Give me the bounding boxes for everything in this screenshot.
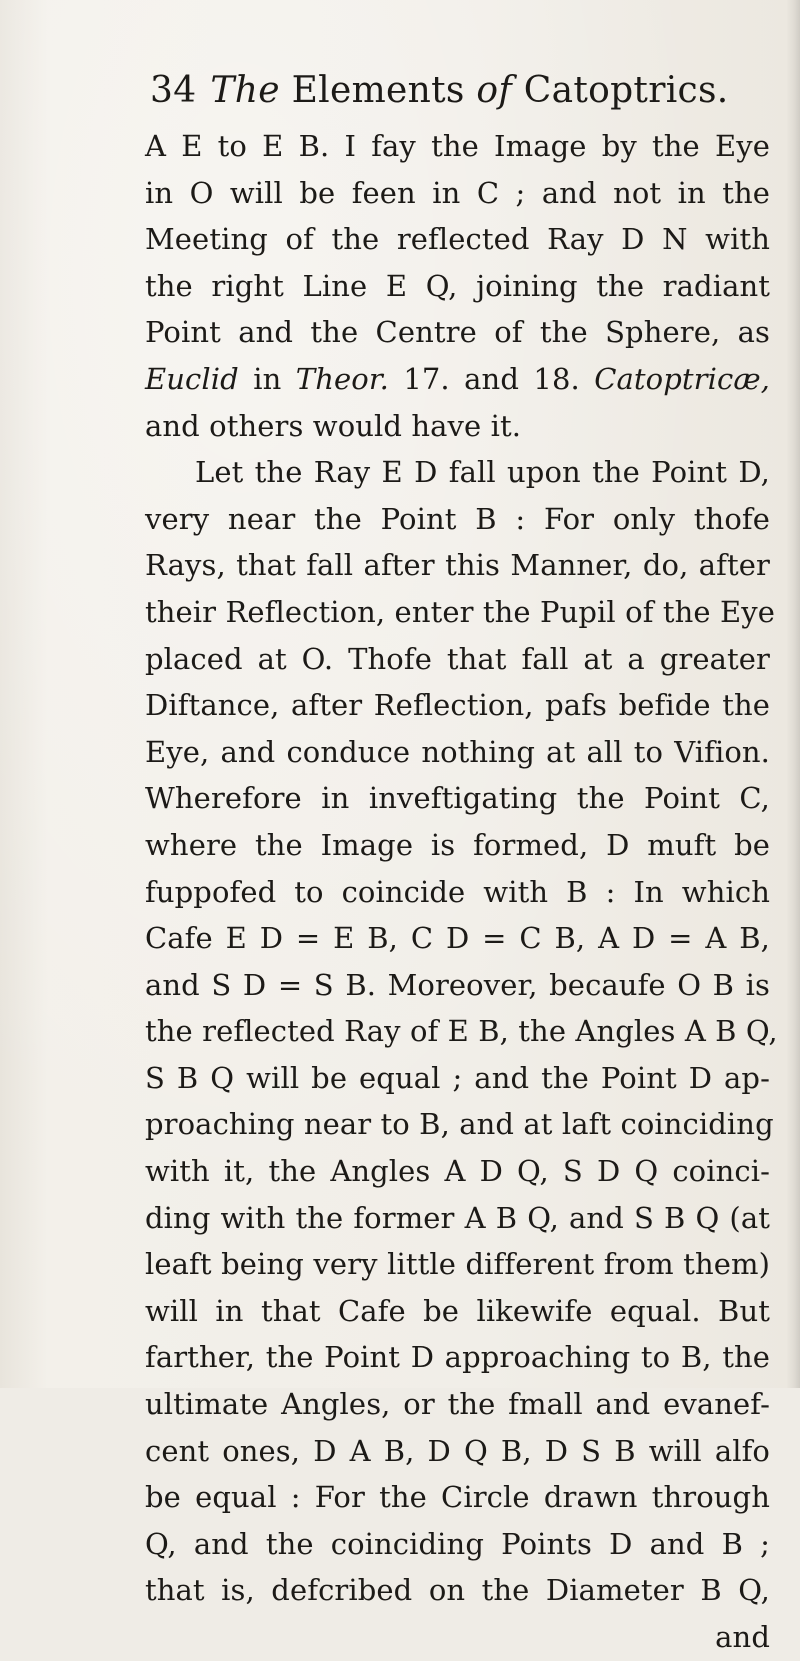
text-line-15: Wherefore in inveftigating the Point C, [145,781,770,816]
text-line-17: fuppofed to coincide with B : In which [145,874,770,909]
text-line-11: their Reflection, enter the Pupil of the Eye [145,594,775,629]
text-line-21: S B Q will be equal ; and the Point D ap- [145,1060,770,1095]
running-head-elements: Elements [279,70,477,111]
text-line-31: Q, and the coinciding Points D and B ; [145,1526,770,1561]
catoptricae-italic: Catoptricæ, [594,361,770,396]
text-line-27: farther, the Point D approaching to B, the [145,1340,770,1375]
text-line-5: Point and the Centre of the Sphere, as [145,315,770,350]
running-head-of: of [476,70,512,111]
text-line-29: cent ones, D A B, D Q B, D S B will alfo [145,1433,770,1468]
text-line-4: the right Line E Q, joining the radiant [145,268,770,303]
text-line-18: Cafe E D = E B, C D = C B, A D = A B, [145,921,770,956]
text-line-26: will in that Cafe be likewife equal. But [145,1293,770,1328]
text-line-8: Let the Ray E D fall upon the Point D, [195,455,770,490]
text-line-24: ding with the former A B Q, and S B Q (at [145,1200,770,1235]
text-line-3: Meeting of the reflected Ray D N with [145,222,770,257]
text-line-30: be equal : For the Circle drawn through [145,1480,770,1515]
text-line-9: very near the Point B : For only thofe [145,501,770,536]
running-head-catoptrics: Catoptrics. [512,70,729,111]
text-line-25: leaft being very little different from them) [145,1247,770,1282]
text-mid: 17. and 18. [388,361,595,396]
text-line-32: that is, defcribed on the Diameter B Q, [145,1573,770,1608]
page-edge-shadow [786,0,800,1388]
text-line-1: A E to E B. I fay the Image by the Eye [145,129,770,163]
running-head-the: The [210,70,280,111]
catchword: and [715,1620,770,1654]
text-line-10: Rays, that fall after this Manner, do, after [145,548,770,583]
text-line-16: where the Image is formed, D muft be [145,827,770,862]
text-line-23: with it, the Angles A D Q, S D Q coinci- [145,1154,770,1189]
page-number: 34 [150,70,197,111]
text-line-20: the reflected Ray of E B, the Angles A B Q, [145,1014,778,1049]
text-line-22: proaching near to B, and at laft coinciding [145,1107,774,1142]
text-in: in [238,361,296,396]
euclid-italic: Euclid [145,361,239,396]
theor-italic: Theor. [295,361,389,396]
text-line-14: Eye, and conduce nothing at all to Vifion. [145,734,770,769]
body-text [145,123,778,1661]
text-line-13: Diftance, after Reflection, pafs befide the [145,688,770,723]
text-line-12: placed at O. Thofe that fall at a greater [145,641,770,676]
text-line-19: and S D = S B. Moreover, becaufe O B is [145,967,770,1002]
text-line-6 [145,356,770,403]
text-line-2: in O will be feen in C ; and not in the [145,175,770,210]
text-line-7: and others would have it. [145,408,522,443]
text-line-28: ultimate Angles, or the fmall and evanef- [145,1387,770,1422]
running-head [150,70,770,130]
